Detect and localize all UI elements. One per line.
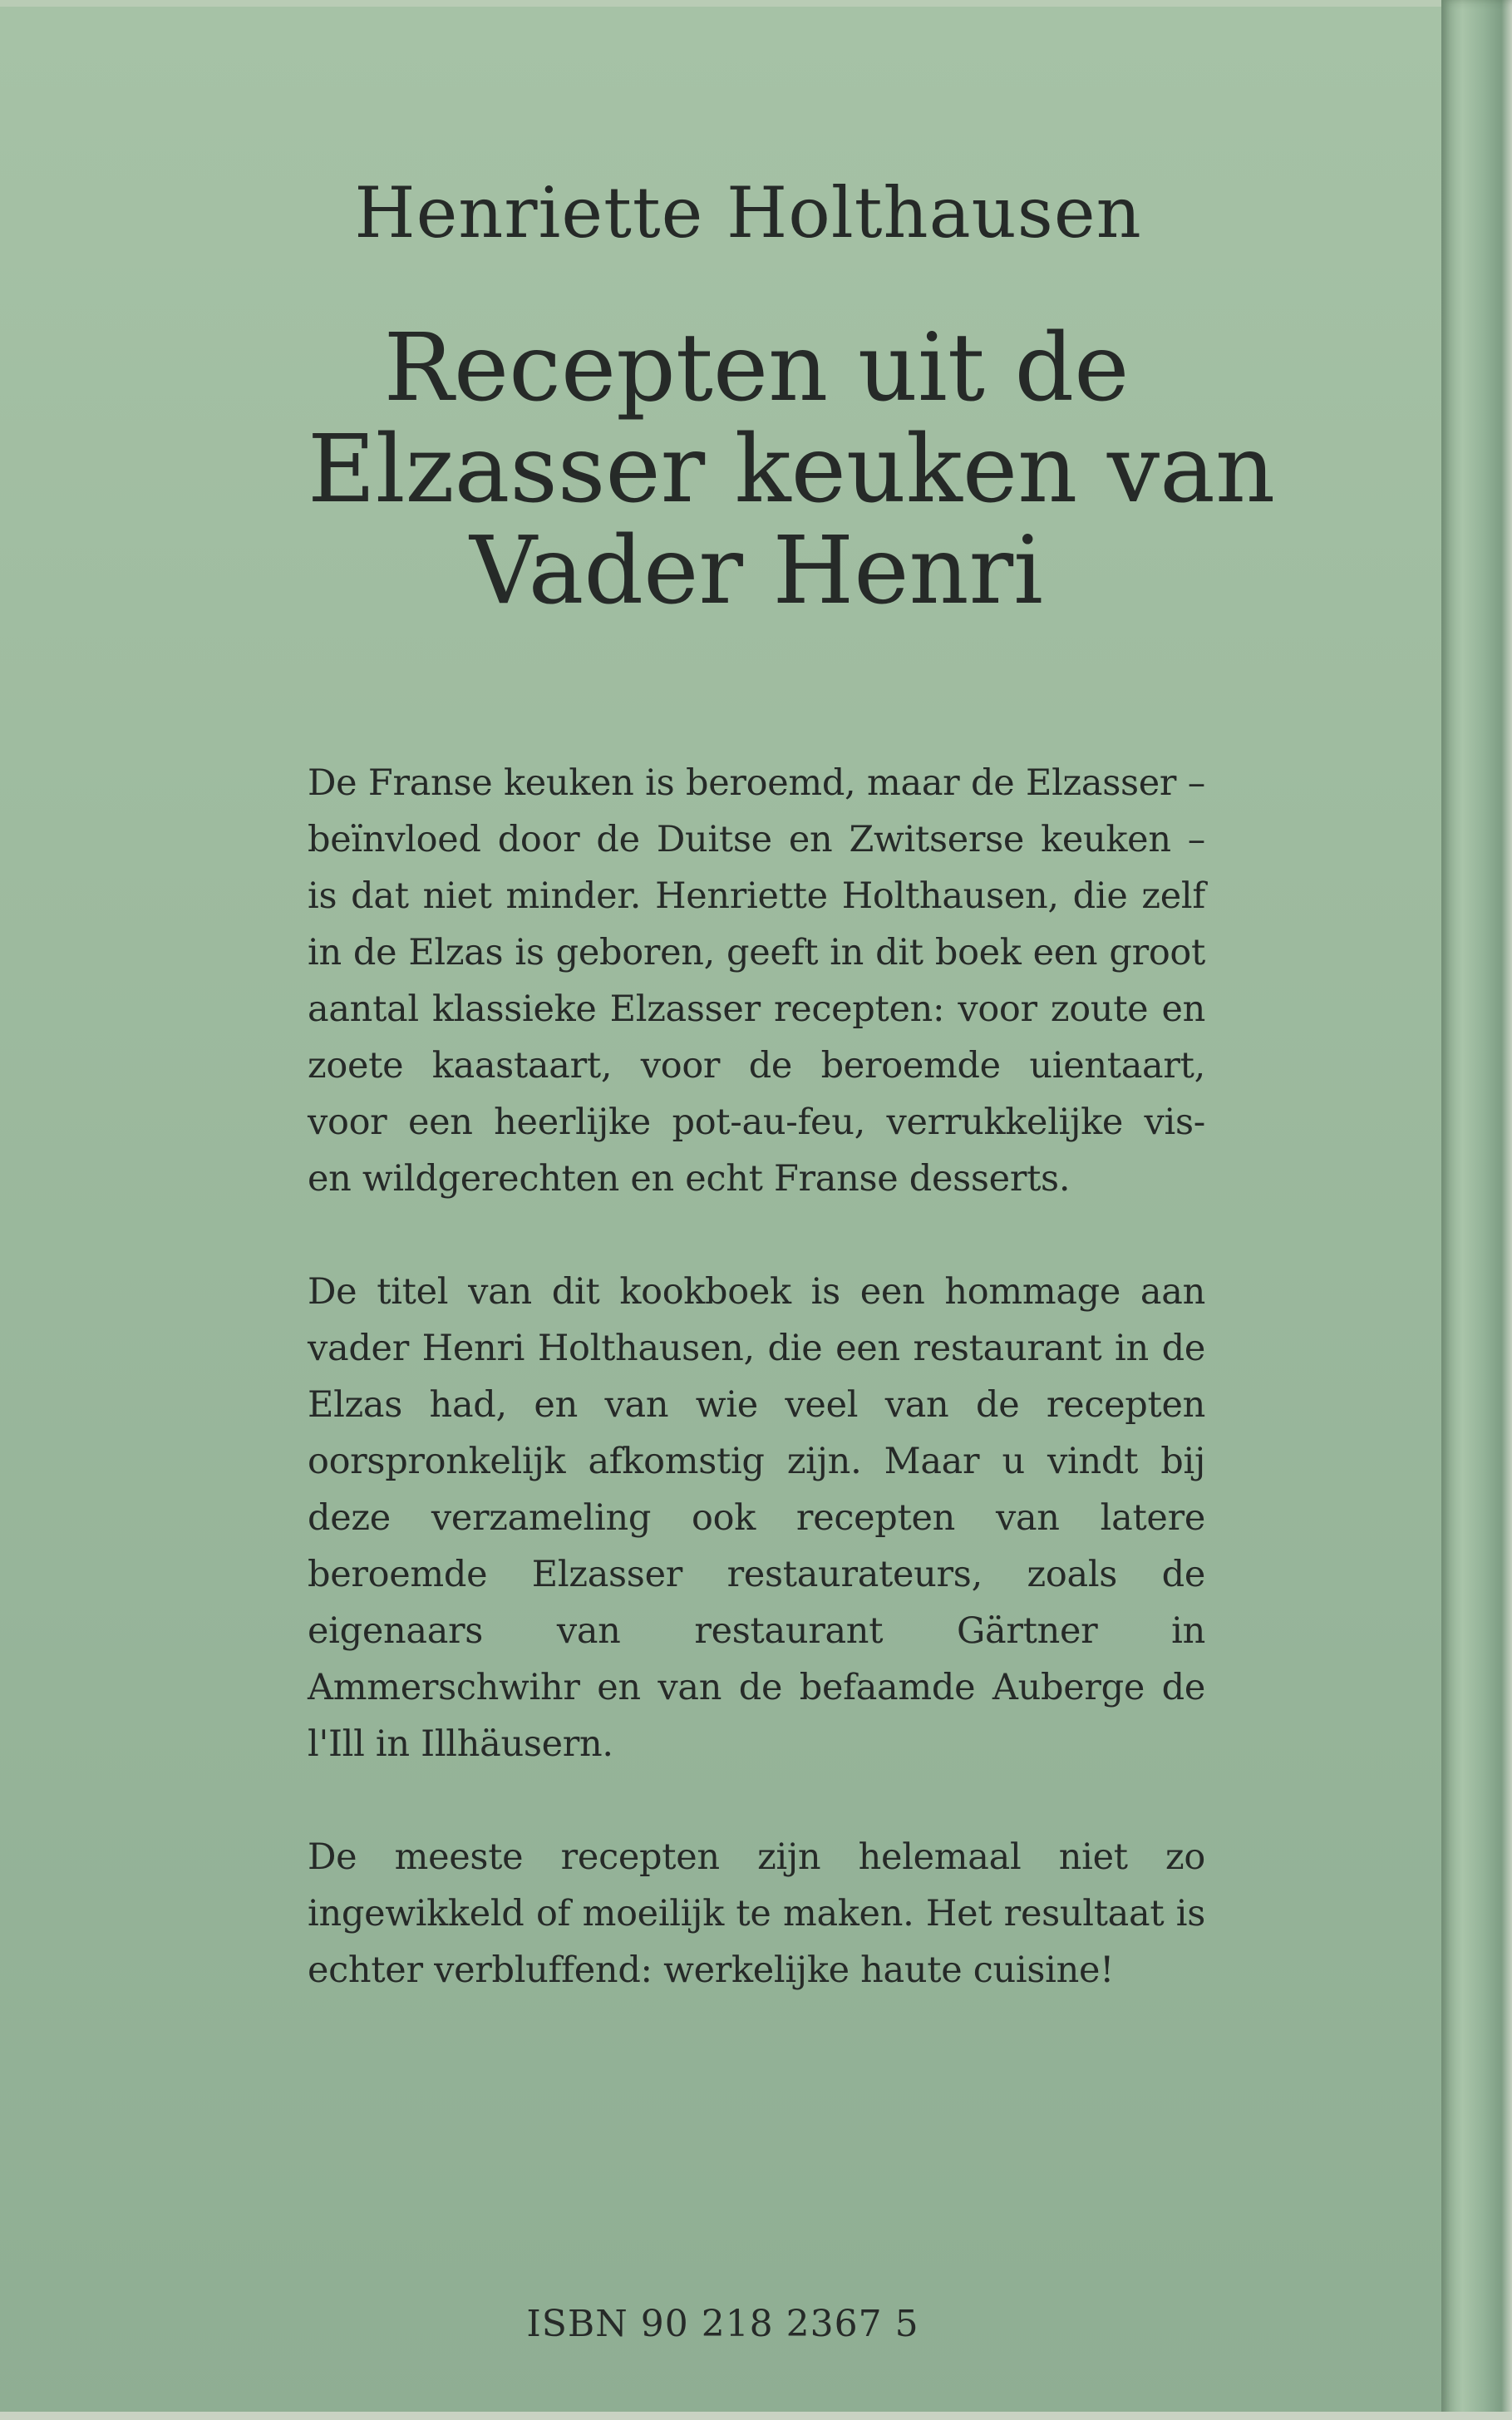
title-line-1: Recepten uit de (383, 314, 1130, 423)
blurb-paragraph-3: De meeste recepten zijn helemaal niet zo ingewikkeld of moeilijk te maken. Het resultaat is echter verbluffend: werkelijke haute cuisine! (308, 1836, 1205, 1992)
author-name: Henriette Holthausen (354, 172, 1142, 254)
cover-bottom-edge (0, 2412, 1512, 2420)
title-line-3: Vader Henri (470, 517, 1043, 626)
cover-content (308, 172, 1276, 2055)
title-line-2: Elzasser keuken van (308, 416, 1276, 525)
cover-top-edge (0, 0, 1512, 7)
isbn-number: ISBN 90 218 2367 5 (526, 2303, 919, 2345)
blurb-paragraph-2: De titel van dit kookboek is een hommage aan vader Henri Holthausen, die een restaurant in de Elzas had, en van wie veel van de recepten oorspronkelijk afkomstig zijn. Maar u vindt bij deze verzameling ook recepten van latere beroemde Elzasser restaurateurs, zoals de eigenaars van restaurant Gärtner in Ammerschwihr en van de befaamde Auberge de l'Ill in Illhäusern. (308, 1271, 1205, 1766)
blurb-paragraph-1: De Franse keuken is beroemd, maar de Elzasser – beïnvloed door de Duitse en Zwitserse keuken – is dat niet minder. Henriette Holthausen, die zelf in de Elzas is geboren, geeft in dit boek een groot aantal klassieke Elzasser recepten: voor zoute en zoete kaastaart, voor de beroemde uientaart, voor een heerlijke pot-au-feu, verrukkelijke vis- en wildgerechten en echt Franse desserts. (308, 762, 1205, 1200)
book-spine (1441, 0, 1512, 2420)
book-title (308, 314, 1276, 626)
